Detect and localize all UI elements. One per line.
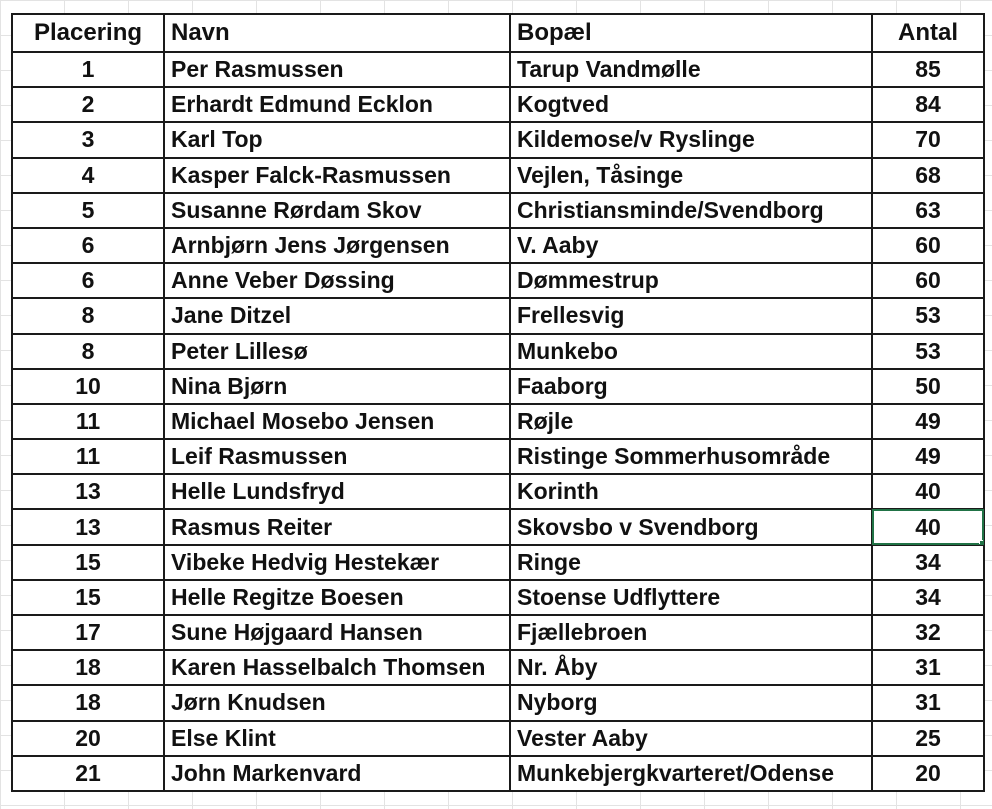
cell-placering[interactable]: 15 [12,580,164,615]
cell-placering[interactable]: 10 [12,369,164,404]
table-row [12,685,984,720]
cell-bopael[interactable]: Munkebjergkvarteret/Odense [510,756,872,791]
cell-bopael[interactable]: Ringe [510,545,872,580]
table-row [12,334,984,369]
cell-placering[interactable]: 6 [12,263,164,298]
header-navn[interactable]: Navn [164,14,510,52]
cell-antal[interactable]: 31 [872,685,984,720]
cell-placering[interactable]: 8 [12,334,164,369]
table-row [12,52,984,87]
cell-placering[interactable]: 18 [12,685,164,720]
cell-bopael[interactable]: Stoense Udflyttere [510,580,872,615]
cell-antal[interactable]: 49 [872,404,984,439]
cell-placering[interactable]: 15 [12,545,164,580]
cell-bopael[interactable]: Frellesvig [510,298,872,333]
cell-antal[interactable]: 34 [872,545,984,580]
table-row [12,615,984,650]
cell-placering[interactable]: 8 [12,298,164,333]
cell-bopael[interactable]: Munkebo [510,334,872,369]
cell-antal[interactable]: 31 [872,650,984,685]
header-placering[interactable]: Placering [12,14,164,52]
cell-navn[interactable]: Per Rasmussen [164,52,510,87]
cell-navn[interactable]: Rasmus Reiter [164,509,510,544]
table-row [12,122,984,157]
cell-navn[interactable]: Leif Rasmussen [164,439,510,474]
cell-navn[interactable]: Arnbjørn Jens Jørgensen [164,228,510,263]
cell-bopael[interactable]: V. Aaby [510,228,872,263]
cell-placering[interactable]: 13 [12,509,164,544]
cell-antal[interactable]: 32 [872,615,984,650]
cell-antal[interactable]: 60 [872,228,984,263]
cell-antal[interactable]: 70 [872,122,984,157]
table-row [12,439,984,474]
cell-navn[interactable]: Susanne Rørdam Skov [164,193,510,228]
table-row [12,509,984,544]
cell-bopael[interactable]: Dømmestrup [510,263,872,298]
cell-antal[interactable]: 85 [872,52,984,87]
cell-antal[interactable]: 25 [872,721,984,756]
cell-bopael[interactable]: Nr. Åby [510,650,872,685]
cell-placering[interactable]: 13 [12,474,164,509]
cell-bopael[interactable]: Vester Aaby [510,721,872,756]
cell-bopael[interactable]: Skovsbo v Svendborg [510,509,872,544]
ranking-table [11,13,985,792]
cell-navn[interactable]: Michael Mosebo Jensen [164,404,510,439]
cell-bopael[interactable]: Nyborg [510,685,872,720]
cell-placering[interactable]: 2 [12,87,164,122]
cell-placering[interactable]: 3 [12,122,164,157]
table-row [12,193,984,228]
cell-bopael[interactable]: Faaborg [510,369,872,404]
table-row [12,158,984,193]
cell-antal[interactable]: 84 [872,87,984,122]
selected-cell[interactable]: 40 [872,509,984,544]
cell-antal[interactable]: 68 [872,158,984,193]
cell-navn[interactable]: Karl Top [164,122,510,157]
cell-antal[interactable]: 50 [872,369,984,404]
cell-navn[interactable]: John Markenvard [164,756,510,791]
cell-antal[interactable]: 40 [872,474,984,509]
cell-bopael[interactable]: Kogtved [510,87,872,122]
table-row [12,263,984,298]
cell-bopael[interactable]: Tarup Vandmølle [510,52,872,87]
cell-antal[interactable]: 53 [872,298,984,333]
cell-navn[interactable]: Else Klint [164,721,510,756]
cell-antal[interactable]: 20 [872,756,984,791]
table-row [12,650,984,685]
header-row [12,14,984,52]
cell-bopael[interactable]: Fjællebroen [510,615,872,650]
cell-navn[interactable]: Helle Lundsfryd [164,474,510,509]
cell-placering[interactable]: 21 [12,756,164,791]
cell-navn[interactable]: Kasper Falck-Rasmussen [164,158,510,193]
table-row [12,228,984,263]
table-row [12,545,984,580]
cell-placering[interactable]: 5 [12,193,164,228]
cell-placering[interactable]: 20 [12,721,164,756]
table-row [12,369,984,404]
cell-bopael[interactable]: Korinth [510,474,872,509]
cell-antal[interactable]: 49 [872,439,984,474]
cell-placering[interactable]: 11 [12,439,164,474]
cell-navn[interactable]: Jane Ditzel [164,298,510,333]
cell-placering[interactable]: 1 [12,52,164,87]
table-row [12,721,984,756]
cell-bopael[interactable]: Vejlen, Tåsinge [510,158,872,193]
cell-placering[interactable]: 18 [12,650,164,685]
table-row [12,474,984,509]
cell-navn[interactable]: Anne Veber Døssing [164,263,510,298]
table-row [12,580,984,615]
cell-antal[interactable]: 34 [872,580,984,615]
cell-placering[interactable]: 6 [12,228,164,263]
cell-bopael[interactable]: Christiansminde/Svendborg [510,193,872,228]
header-bopael[interactable]: Bopæl [510,14,872,52]
header-antal[interactable]: Antal [872,14,984,52]
cell-navn[interactable]: Sune Højgaard Hansen [164,615,510,650]
fill-handle[interactable] [979,540,984,545]
table-row [12,404,984,439]
cell-antal[interactable]: 63 [872,193,984,228]
cell-navn[interactable]: Jørn Knudsen [164,685,510,720]
cell-placering[interactable]: 17 [12,615,164,650]
cell-navn[interactable]: Nina Bjørn [164,369,510,404]
cell-navn[interactable]: Erhardt Edmund Ecklon [164,87,510,122]
table-row [12,756,984,791]
cell-bopael[interactable]: Ristinge Sommerhusområde [510,439,872,474]
cell-placering[interactable]: 4 [12,158,164,193]
table-row [12,87,984,122]
cell-navn[interactable]: Peter Lillesø [164,334,510,369]
cell-antal[interactable]: 60 [872,263,984,298]
cell-navn[interactable]: Helle Regitze Boesen [164,580,510,615]
cell-bopael[interactable]: Røjle [510,404,872,439]
cell-navn[interactable]: Karen Hasselbalch Thomsen [164,650,510,685]
table-body [12,52,984,791]
cell-navn[interactable]: Vibeke Hedvig Hestekær [164,545,510,580]
cell-antal[interactable]: 53 [872,334,984,369]
cell-placering[interactable]: 11 [12,404,164,439]
table-row [12,298,984,333]
cell-bopael[interactable]: Kildemose/v Ryslinge [510,122,872,157]
